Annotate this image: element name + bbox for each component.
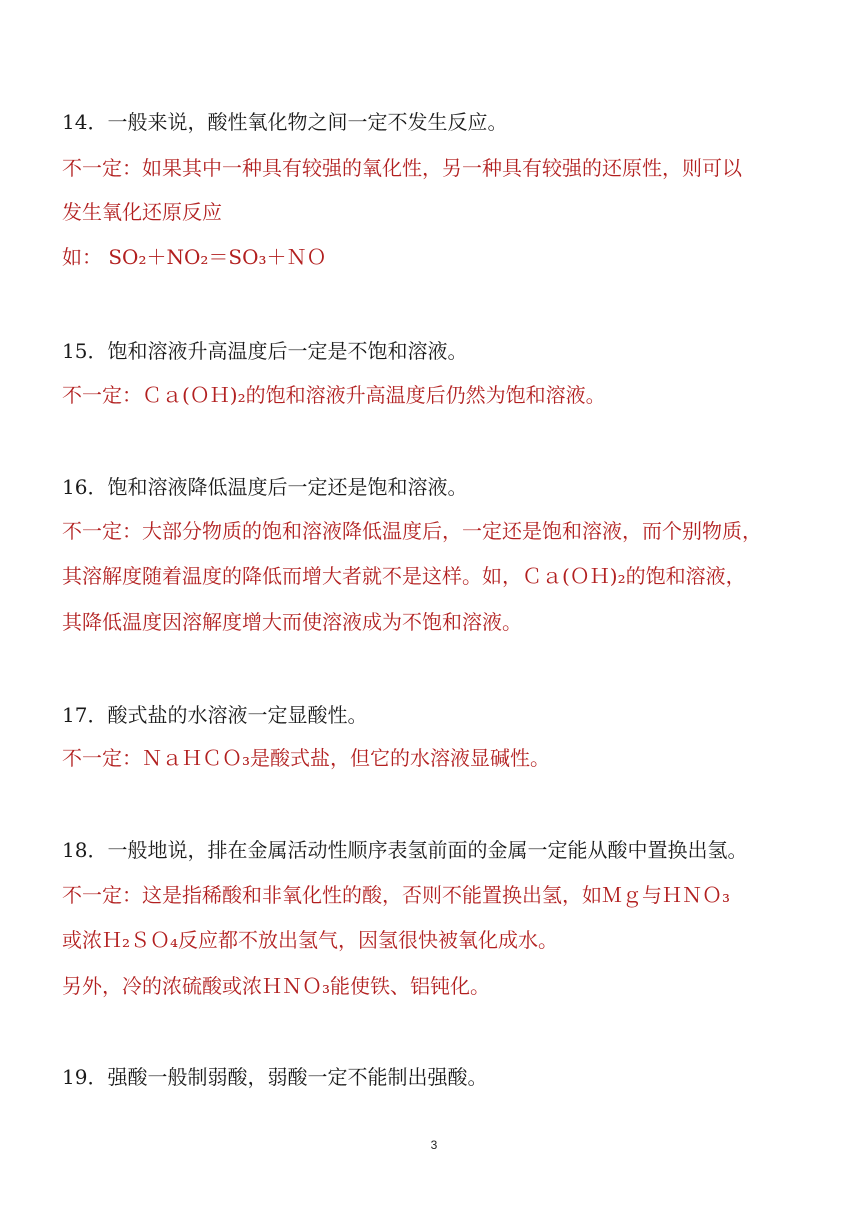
answer-16-line-3: 其降低温度因溶解度增大而使溶液成为不饱和溶液。 (62, 610, 522, 634)
answer-17-line-1: 不一定：ＮａＨＣＯ₃是酸式盐，但它的水溶液显碱性。 (62, 746, 551, 770)
answer-18-line-3: 另外，冷的浓硫酸或浓ＨＮＯ₃能使铁、铝钝化。 (62, 974, 491, 998)
answer-18-line-2: 或浓Ｈ₂ＳＯ₄反应都不放出氢气，因氢很快被氧化成水。 (62, 928, 559, 952)
answer-16-line-1: 不一定：大部分物质的饱和溶液降低温度后，一定还是饱和溶液，而个别物质， (62, 519, 762, 543)
question-14: 14．一般来说，酸性氧化物之间一定不发生反应。 (62, 110, 508, 134)
answer-14-line-3: 如： SO₂＋NO₂＝SO₃＋ＮＯ (62, 245, 327, 269)
question-18: 18．一般地说，排在金属活动性顺序表氢前面的金属一定能从酸中置换出氢。 (62, 838, 748, 862)
answer-14-line-2: 发生氧化还原反应 (62, 200, 222, 224)
answer-14-line-1: 不一定：如果其中一种具有较强的氧化性，另一种具有较强的还原性，则可以 (62, 156, 742, 180)
question-16: 16．饱和溶液降低温度后一定还是饱和溶液。 (62, 475, 468, 499)
answer-15-line-1: 不一定：Ｃａ(ＯＨ)₂的饱和溶液升高温度后仍然为饱和溶液。 (62, 383, 606, 407)
question-19: 19．强酸一般制弱酸，弱酸一定不能制出强酸。 (62, 1065, 488, 1089)
question-15: 15．饱和溶液升高温度后一定是不饱和溶液。 (62, 339, 468, 363)
answer-18-line-1: 不一定：这是指稀酸和非氧化性的酸，否则不能置换出氢，如Ｍｇ与ＨＮＯ₃ (62, 883, 731, 907)
page-number: 3 (430, 1138, 438, 1152)
answer-16-line-2: 其溶解度随着温度的降低而增大者就不是这样。如，Ｃａ(ＯＨ)₂的饱和溶液， (62, 564, 746, 588)
question-17: 17．酸式盐的水溶液一定显酸性。 (62, 703, 368, 727)
